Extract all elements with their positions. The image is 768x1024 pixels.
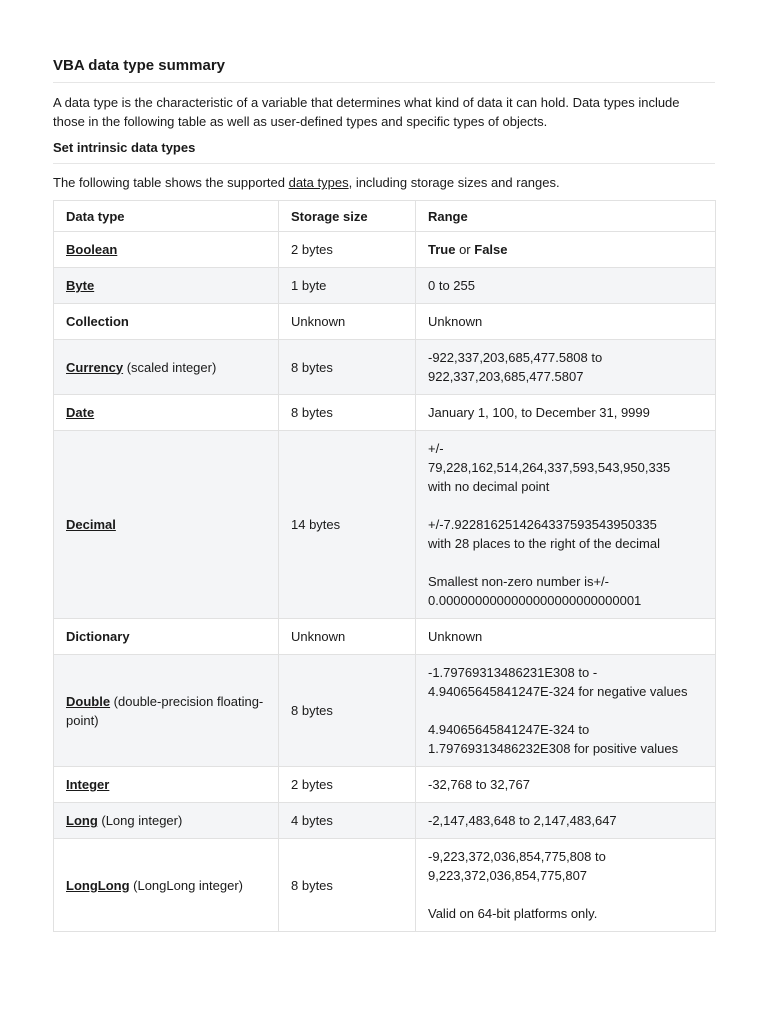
storage-size-cell: 4 bytes <box>279 803 416 839</box>
data-type-cell <box>54 803 279 839</box>
data-types-link[interactable]: data types <box>288 175 349 190</box>
data-type-cell <box>54 655 279 767</box>
range-cell <box>416 655 716 767</box>
range-spacer <box>428 885 703 904</box>
table-intro <box>53 174 715 192</box>
data-type-link[interactable]: Currency <box>66 359 124 375</box>
storage-size-cell: Unknown <box>279 304 416 340</box>
range-line: 0.0000000000000000000000000001 <box>428 593 642 608</box>
data-type-cell <box>54 340 279 395</box>
range-spacer <box>428 553 703 572</box>
page-title: VBA data type summary <box>53 57 226 74</box>
false-keyword: False <box>474 242 508 257</box>
range-cell <box>416 767 716 803</box>
table-row <box>54 268 716 304</box>
data-type-link[interactable]: Boolean <box>66 242 118 257</box>
data-type-name: Dictionary <box>66 629 130 644</box>
storage-size-cell: 8 bytes <box>279 655 416 767</box>
range-cell <box>416 839 716 932</box>
true-keyword: True <box>428 242 456 257</box>
storage-size-cell: 14 bytes <box>279 431 416 619</box>
range-line: 0 to 255 <box>428 278 475 293</box>
range-line: 1.79769313486232E308 for positive values <box>428 741 679 756</box>
range-line: 4.94065645841247E-324 to <box>428 722 590 737</box>
range-line: -1.79769313486231E308 to - <box>428 665 598 680</box>
storage-size-cell: 1 byte <box>279 268 416 304</box>
range-cell <box>416 340 716 395</box>
table-row <box>54 767 716 803</box>
data-type-link[interactable]: Date <box>66 405 95 420</box>
header-data-type: Data type <box>54 201 279 232</box>
storage-size-cell: 2 bytes <box>279 232 416 268</box>
storage-size-cell: 8 bytes <box>279 340 416 395</box>
data-type-name: Collection <box>66 314 129 329</box>
range-cell <box>416 619 716 655</box>
table-intro-before: The following table shows the supported <box>53 175 289 190</box>
table-row <box>54 232 716 268</box>
range-line: +/- <box>428 441 444 456</box>
storage-size-cell: 8 bytes <box>279 839 416 932</box>
table-row <box>54 431 716 619</box>
storage-size-cell: 2 bytes <box>279 767 416 803</box>
range-cell <box>416 803 716 839</box>
range-line: -9,223,372,036,854,775,808 to <box>428 849 606 864</box>
table-row <box>54 340 716 395</box>
data-type-cell <box>54 839 279 932</box>
range-cell <box>416 268 716 304</box>
data-type-note: (Long integer) <box>97 813 183 828</box>
range-line: January 1, 100, to December 31, 9999 <box>428 405 650 420</box>
data-type-link[interactable]: Double <box>66 693 111 709</box>
range-line: -922,337,203,685,477.5808 to <box>428 350 603 365</box>
section-divider <box>53 163 715 164</box>
table-row <box>54 304 716 340</box>
data-type-cell <box>54 619 279 655</box>
range-line: with 28 places to the right of the decimal <box>428 536 660 551</box>
data-type-link[interactable]: Integer <box>66 777 110 792</box>
range-cell <box>416 304 716 340</box>
range-line: with no decimal point <box>428 479 550 494</box>
table-intro-after: , including storage sizes and ranges. <box>348 175 560 190</box>
range-line: -32,768 to 32,767 <box>428 777 530 792</box>
range-line: +/-7.9228162514264337593543950335 <box>428 517 657 532</box>
header-range: Range <box>416 201 716 232</box>
data-type-cell <box>54 268 279 304</box>
range-spacer <box>428 496 703 515</box>
table-row <box>54 395 716 431</box>
range-line: 79,228,162,514,264,337,593,543,950,335 <box>428 460 671 475</box>
table-row <box>54 619 716 655</box>
range-cell <box>416 232 716 268</box>
range-line: -2,147,483,648 to 2,147,483,647 <box>428 813 617 828</box>
storage-size-cell: Unknown <box>279 619 416 655</box>
range-spacer <box>428 701 703 720</box>
data-type-cell <box>54 232 279 268</box>
range-cell <box>416 395 716 431</box>
range-line: 4.94065645841247E-324 for negative values <box>428 684 688 699</box>
range-cell <box>416 431 716 619</box>
data-type-cell <box>54 767 279 803</box>
section-heading: Set intrinsic data types <box>53 140 196 155</box>
data-types-table <box>53 200 716 932</box>
data-type-link[interactable]: Byte <box>66 278 95 293</box>
storage-size-cell: 8 bytes <box>279 395 416 431</box>
range-line: Valid on 64-bit platforms only. <box>428 906 598 921</box>
table-header-row <box>54 201 716 232</box>
table-row <box>54 803 716 839</box>
data-type-note: (scaled integer) <box>123 359 217 375</box>
data-type-note: (LongLong integer) <box>129 877 244 893</box>
range-line: 922,337,203,685,477.5807 <box>428 369 584 384</box>
data-type-note: (double-precision floating-point) <box>66 693 264 728</box>
range-line: True or False <box>428 242 508 257</box>
intro-paragraph: A data type is the characteristic of a variable that determines what kind of data it can hold. Data types include those in the following table as well as user-defined types and specific types of objects. <box>53 95 680 129</box>
data-type-link[interactable]: Long <box>66 813 98 828</box>
data-type-cell <box>54 395 279 431</box>
range-line: Smallest non-zero number is+/- <box>428 574 609 589</box>
data-type-cell <box>54 431 279 619</box>
data-type-cell <box>54 304 279 340</box>
table-row <box>54 839 716 932</box>
table-body <box>54 232 716 932</box>
header-storage-size: Storage size <box>279 201 416 232</box>
data-type-link[interactable]: Decimal <box>66 517 116 532</box>
title-divider <box>53 82 715 83</box>
data-type-link[interactable]: LongLong <box>66 877 130 893</box>
range-line: 9,223,372,036,854,775,807 <box>428 868 588 883</box>
range-line: Unknown <box>428 314 483 329</box>
range-line: Unknown <box>428 629 483 644</box>
table-row <box>54 655 716 767</box>
